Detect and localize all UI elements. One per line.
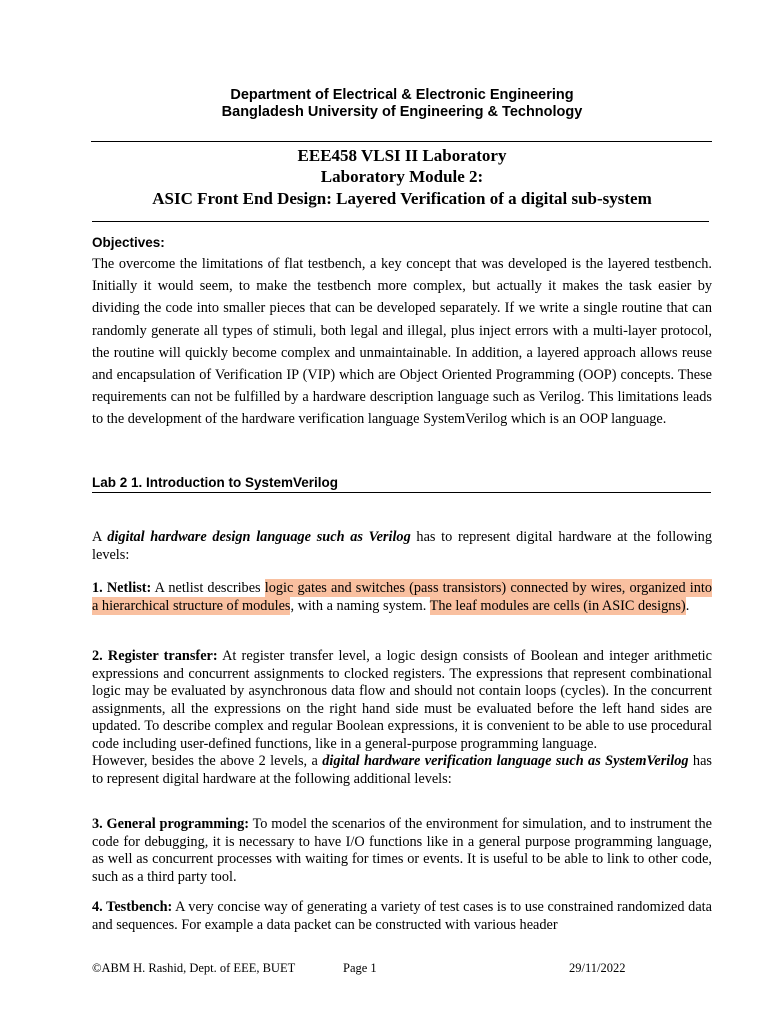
netlist-label: 1. Netlist: (92, 580, 152, 596)
testbench-label: 4. Testbench: (92, 899, 173, 915)
general-programming-label: 3. General programming: (92, 816, 250, 832)
however-emphasis: digital hardware verification language such as SystemVerilog (322, 753, 689, 769)
intro-text: A (92, 529, 108, 545)
register-transfer-text: At register transfer level, a logic design consists of Boolean and integer arithmetic expressions and concurrent assignments to clocked registers. The expressions that represent combinational logic may be evaluated by asynchronous data flow and should not contain loops (cycles). In the concurrent assignments, all the expressions on the right hand side must be evaluated before the left hand sides are updated. To describe complex and regular Boolean expressions, it is convenient to be able to use procedural code including user-defined functions, like in a general-purpose programming language. (92, 648, 712, 752)
section-heading: Lab 2 1. Introduction to SystemVerilog (92, 475, 339, 490)
netlist-text-3: . (685, 597, 690, 614)
register-transfer-paragraph (92, 648, 712, 788)
general-programming-text: To model the scenarios of the environment for simulation, and to instrument the code for debugging, it is necessary to have I/O functions like in a general purpose programming language, as well as concurrent processes with waiting for times or events. It is useful to be able to link to other code, such as a third party tool. (92, 816, 712, 885)
testbench-text: A very concise way of generating a variety of test cases is to use constrained randomized data and sequences. For example a data packet can be constructed with various header (92, 899, 712, 933)
title-divider (92, 221, 709, 222)
footer-page-number: Page 1 (343, 961, 377, 975)
course-title: EEE458 VLSI II Laboratory (297, 146, 507, 165)
netlist-paragraph (92, 580, 712, 615)
testbench-paragraph (92, 899, 712, 934)
department-name: Department of Electrical & Electronic Engineering (230, 87, 574, 103)
module-title: Laboratory Module 2: (320, 167, 484, 186)
intro-text-end: has to represent digital hardware at the following levels: (92, 529, 712, 563)
register-transfer-label: 2. Register transfer: (92, 648, 218, 664)
however-text: However, besides the above 2 levels, a (92, 753, 323, 769)
intro-paragraph (92, 529, 712, 564)
netlist-text-2: , with a naming system. (290, 597, 430, 614)
objectives-paragraph: The overcome the limitations of flat testbench, a key concept that was developed is the layered testbench. Initially it would seem, to make the testbench more complex, but actually it makes the task easier by dividing the code into smaller pieces that can be developed separately. If we write a single routine that can randomly generate all types of stimuli, both legal and illegal, plus inject errors with a multi-layer protocol, the routine will quickly become complex and unmaintainable. In addition, a layered approach allows reuse and encapsulation of Verification IP (VIP) which are Object Oriented Programming (OOP) concepts. These requirements can not be fulfilled by a hardware description language such as Verilog. This limitations leads to the development of the hardware verification language SystemVerilog which is an OOP language. (92, 256, 712, 428)
however-text-end: has to represent digital hardware at the following additional levels: (92, 753, 712, 787)
general-programming-paragraph (92, 816, 712, 886)
section-underline (92, 492, 711, 493)
footer-date: 29/11/2022 (569, 961, 626, 975)
university-name: Bangladesh University of Engineering & Technology (221, 104, 583, 120)
netlist-highlight: logic gates and switches (pass transistors) connected by wires, organized into a hierarchical structure of modules (92, 580, 713, 614)
netlist-text: A netlist describes (151, 580, 265, 596)
top-divider (91, 141, 712, 142)
footer-author: ©ABM H. Rashid, Dept. of EEE, BUET (92, 961, 296, 975)
leaf-modules-highlight: The leaf modules are cells (in ASIC designs) (429, 597, 686, 614)
objectives-heading: Objectives: (92, 235, 165, 250)
module-subtitle: ASIC Front End Design: Layered Verification of a digital sub-system (152, 189, 652, 208)
intro-emphasis: digital hardware design language such as Verilog (107, 529, 411, 545)
